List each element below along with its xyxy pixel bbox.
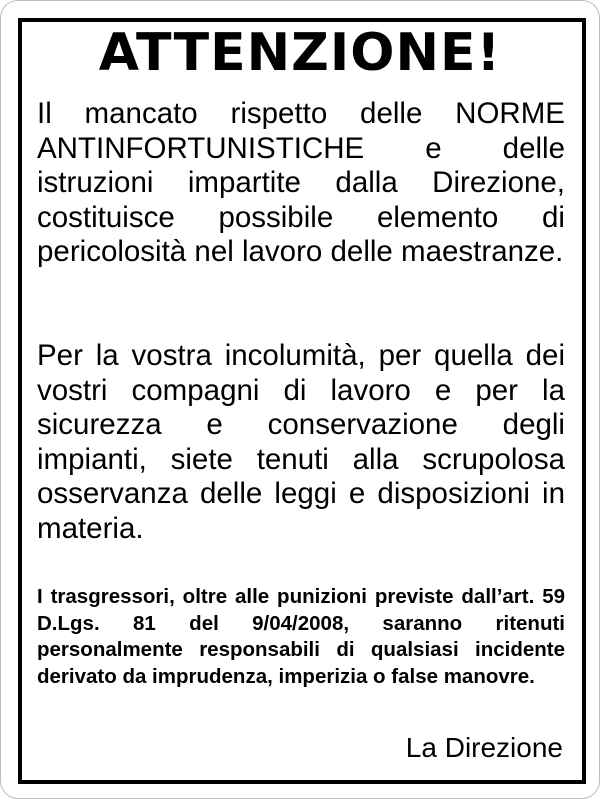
sign-title: ATTENZIONE! xyxy=(98,23,502,83)
sign-fine-print: I trasgressori, oltre alle punizioni previste dall’art. 59 D.Lgs. 81 del 9/04/2008, saranno ritenuti personalmente responsabili di qualsiasi incidente derivato da imprudenza, imperizia o false manovre. xyxy=(37,585,565,688)
sign-paragraph-1: Il mancato rispetto delle NORME ANTINFORTUNISTICHE e delle istruzioni impartite dalla Direzione, costituisce possibile elemento di pericolosità nel lavoro delle maestranze. xyxy=(37,97,565,268)
sign-paragraph-2: Per la vostra incolumità, per quella dei vostri compagni di lavoro e per la sicurezza e conservazione degli impianti, siete tenuti alla scrupolosa osservanza delle leggi e disposizioni in materia. xyxy=(37,339,565,545)
sign-signature: La Direzione xyxy=(405,732,563,763)
